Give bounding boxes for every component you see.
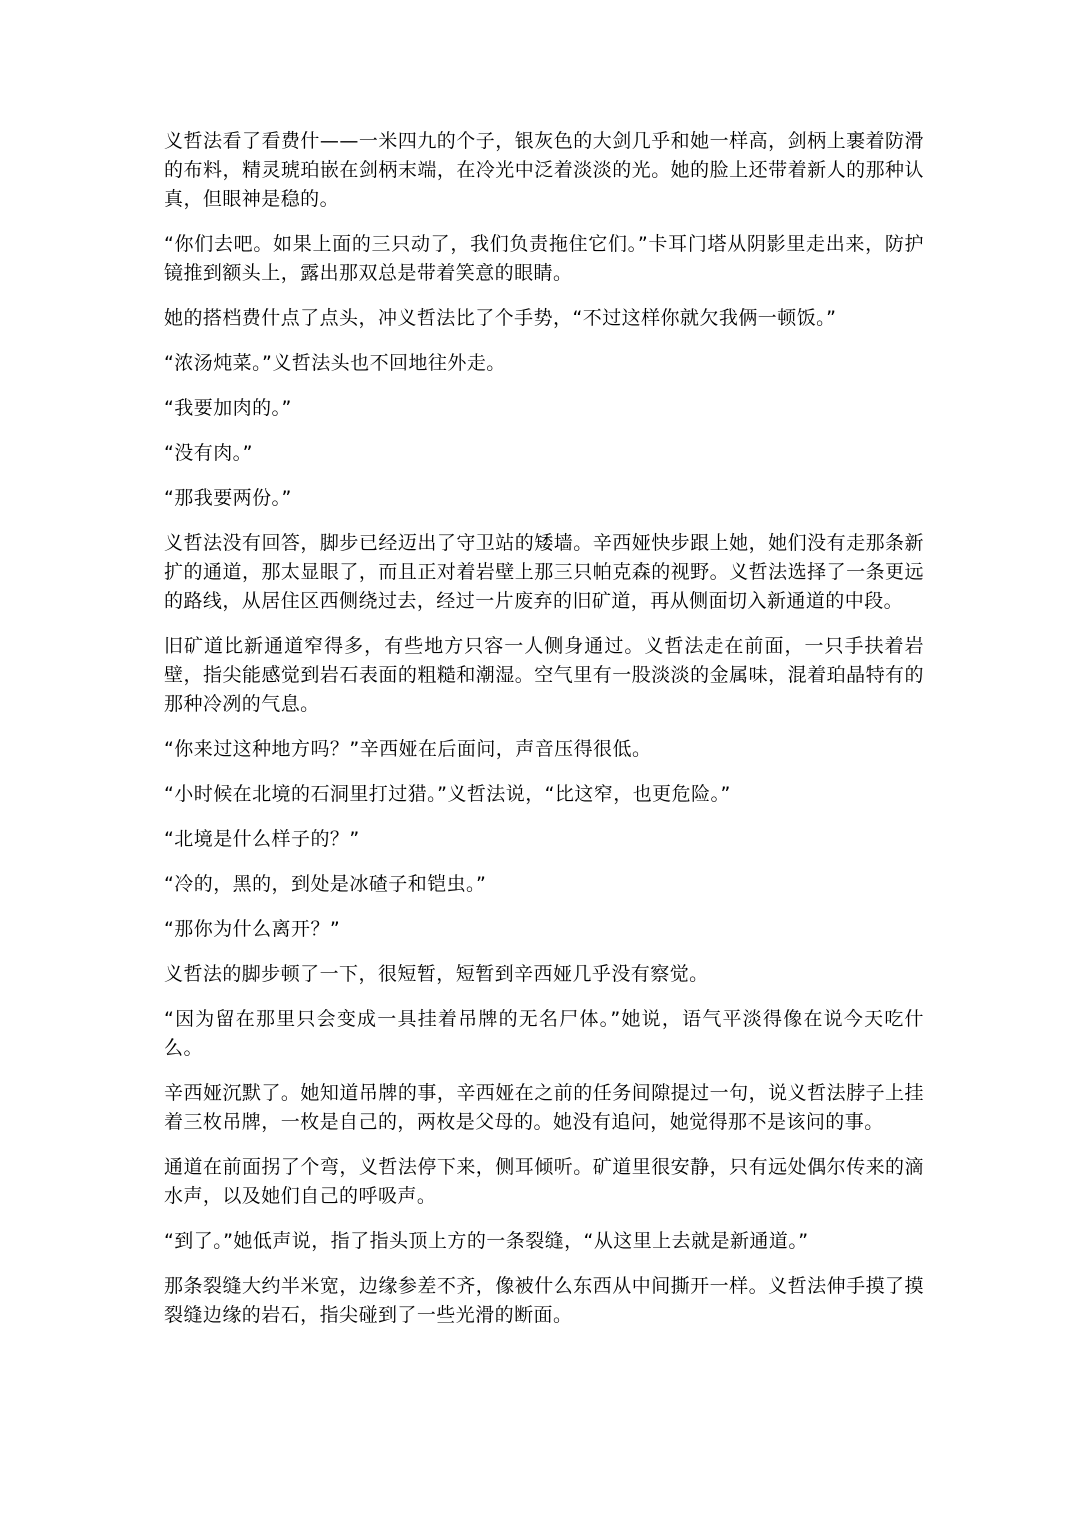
paragraph: “因为留在那里只会变成一具挂着吊牌的无名尸体。”她说，语气平淡得像在说今天吃什么。 (164, 1008, 924, 1059)
paragraph: “小时候在北境的石洞里打过猎。”义哲法说，“比这窄，也更危险。” (164, 783, 731, 805)
paragraph: 旧矿道比新通道窄得多，有些地方只容一人侧身通过。义哲法走在前面，一只手扶着岩壁，指尖能感觉到岩石表面的粗糙和潮湿。空气里有一股淡淡的金属味，混着珀晶特有的那种冷冽的气息。 (164, 635, 924, 715)
paragraph: “冷的，黑的，到处是冰碴子和铠虫。” (164, 873, 487, 895)
paragraph: 那条裂缝大约半米宽，边缘参差不齐，像被什么东西从中间撕开一样。义哲法伸手摸了摸裂缝边缘的岩石，指尖碰到了一些光滑的断面。 (164, 1275, 924, 1326)
paragraph: 辛西娅沉默了。她知道吊牌的事，辛西娅在之前的任务间隙提过一句，说义哲法脖子上挂着三枚吊牌，一枚是自己的，两枚是父母的。她没有追问，她觉得那不是该问的事。 (164, 1082, 924, 1133)
paragraph: “那你为什么离开？” (164, 918, 341, 940)
paragraph: “北境是什么样子的？” (164, 828, 360, 850)
paragraph: 义哲法没有回答，脚步已经迈出了守卫站的矮墙。辛西娅快步跟上她，她们没有走那条新扩的通道，那太显眼了，而且正对着岩壁上那三只帕克森的视野。义哲法选择了一条更远的路线，从居住区西侧绕过去，经过一片废弃的旧矿道，再从侧面切入新通道的中段。 (164, 532, 924, 612)
document-page (164, 127, 924, 1346)
paragraph: 她的搭档费什点了点头，冲义哲法比了个手势，“不过这样你就欠我俩一顿饭。” (164, 307, 837, 329)
paragraph: 义哲法看了看费什——一米四九的个子，银灰色的大剑几乎和她一样高，剑柄上裹着防滑的布料，精灵琥珀嵌在剑柄末端，在冷光中泛着淡淡的光。她的脸上还带着新人的那种认真，但眼神是稳的。 (164, 130, 924, 210)
paragraph: 通道在前面拐了个弯，义哲法停下来，侧耳倾听。矿道里很安静，只有远处偶尔传来的滴水声，以及她们自己的呼吸声。 (164, 1156, 924, 1207)
paragraph: “那我要两份。” (164, 487, 292, 509)
paragraph: “到了。”她低声说，指了指头顶上方的一条裂缝，“从这里上去就是新通道。” (164, 1230, 809, 1252)
paragraph: 义哲法的脚步顿了一下，很短暂，短暂到辛西娅几乎没有察觉。 (164, 963, 709, 985)
paragraph: “浓汤炖菜。”义哲法头也不回地往外走。 (164, 352, 506, 374)
paragraph: “你们去吧。如果上面的三只动了，我们负责拖住它们。”卡耳门塔从阴影里走出来，防护镜推到额头上，露出那双总是带着笑意的眼睛。 (164, 233, 924, 284)
paragraph: “我要加肉的。” (164, 397, 292, 419)
paragraph: “没有肉。” (164, 442, 253, 464)
paragraph: “你来过这种地方吗？”辛西娅在后面问，声音压得很低。 (164, 738, 652, 760)
